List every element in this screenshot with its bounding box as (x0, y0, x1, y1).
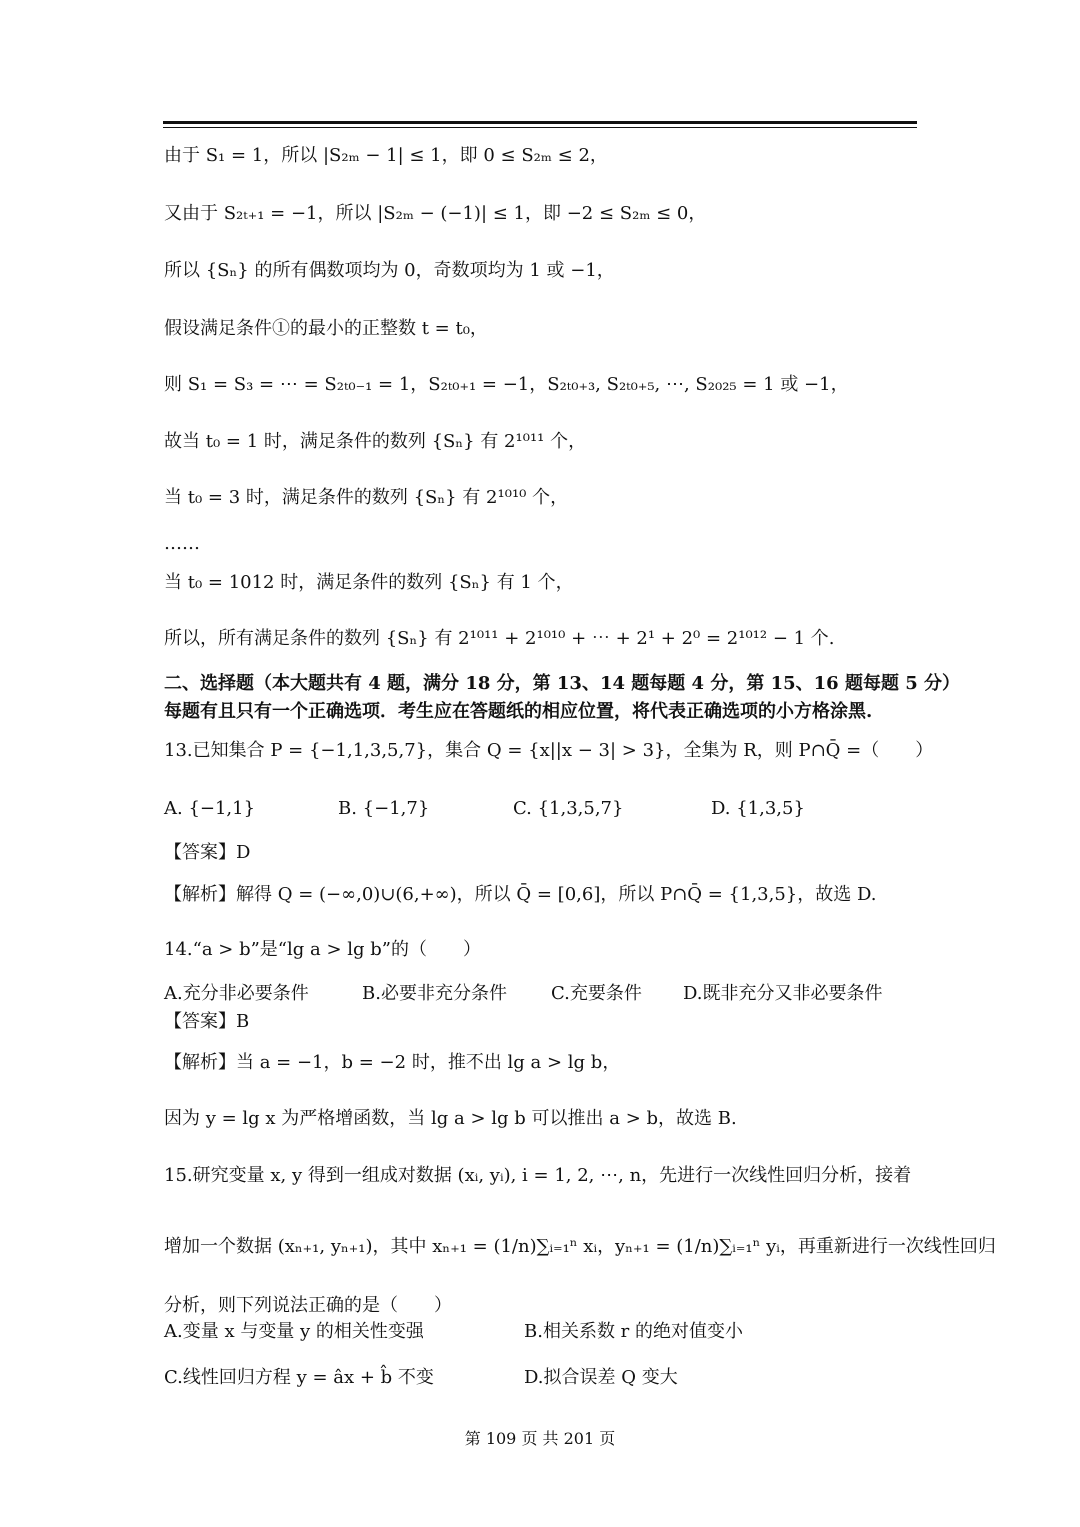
solution-conclusion: 所以，所有满足条件的数列 {Sₙ} 有 2¹⁰¹¹ + 2¹⁰¹⁰ + ⋯ + 2¹ + 2⁰ = 2¹⁰¹² − 1 个. (164, 628, 835, 649)
solution-line-3: 所以 {Sₙ} 的所有偶数项均为 0，奇数项均为 1 或 −1， (164, 260, 615, 281)
section-instruction: 每题有且只有一个正确选项．考生应在答题纸的相应位置，将代表正确选项的小方格涂黑. (164, 701, 873, 722)
solution-line-7: 当 t₀ = 3 时，满足条件的数列 {Sₙ} 有 2¹⁰¹⁰ 个， (164, 487, 569, 508)
question-14-analysis-2: 因为 y = lg x 为严格增函数，当 lg a > lg b 可以推出 a > b，故选 B. (164, 1108, 737, 1129)
solution-line-4: 假设满足条件①的最小的正整数 t = t₀， (164, 318, 488, 339)
q15-option-c: C.线性回归方程 y = âx + b̂ 不变 (164, 1367, 434, 1388)
question-15-stem-2: 增加一个数据 (xₙ₊₁, yₙ₊₁)，其中 xₙ₊₁ = (1/n)∑ᵢ₌₁ⁿ xᵢ，yₙ₊₁ = (1/n)∑ᵢ₌₁ⁿ yᵢ，再重新进行一次线性回归 (164, 1236, 996, 1257)
solution-line-6: 故当 t₀ = 1 时，满足条件的数列 {Sₙ} 有 2¹⁰¹¹ 个， (164, 431, 587, 452)
q13-option-a: A. {−1,1} (164, 798, 256, 819)
q13-option-b: B. {−1,7} (338, 798, 430, 819)
solution-line-1: 由于 S₁ = 1，所以 |S₂ₘ − 1| ≤ 1，即 0 ≤ S₂ₘ ≤ 2， (164, 145, 608, 166)
section-heading: 二、选择题（本大题共有 4 题，满分 18 分，第 13、14 题每题 4 分，第 15、16 题每题 5 分） (164, 673, 961, 694)
question-14-analysis-1: 【解析】当 a = −1，b = −2 时，推不出 lg a > lg b， (164, 1052, 621, 1073)
question-15-stem-1: 15.研究变量 x, y 得到一组成对数据 (xᵢ, yᵢ), i = 1, 2, ⋯, n，先进行一次线性回归分析，接着 (164, 1165, 912, 1186)
q14-option-d: D.既非充分又非必要条件 (683, 983, 883, 1004)
q13-option-c: C. {1,3,5,7} (513, 798, 624, 819)
question-13-analysis: 【解析】解得 Q = (−∞,0)∪(6,+∞)，所以 Q̄ = [0,6]，所以 P∩Q̄ = {1,3,5}，故选 D. (164, 884, 877, 905)
q15-option-b: B.相关系数 r 的绝对值变小 (524, 1321, 743, 1342)
solution-line-9: 当 t₀ = 1012 时，满足条件的数列 {Sₙ} 有 1 个， (164, 572, 574, 593)
q13-option-d: D. {1,3,5} (711, 798, 805, 819)
question-15-stem-3: 分析，则下列说法正确的是（ ） (164, 1295, 452, 1316)
q14-option-b: B.必要非充分条件 (362, 983, 507, 1004)
header-rule-thick (163, 121, 917, 124)
header-rule-thin (163, 127, 917, 128)
q15-option-a: A.变量 x 与变量 y 的相关性变强 (164, 1321, 424, 1342)
q15-option-d: D.拟合误差 Q 变大 (524, 1367, 678, 1388)
question-13-answer: 【答案】D (164, 842, 251, 863)
question-14-stem: 14.“a > b”是“lg a > lg b”的（ ） (164, 939, 481, 960)
ellipsis-line: …… (164, 533, 200, 554)
solution-line-2: 又由于 S₂ₜ₊₁ = −1，所以 |S₂ₘ − (−1)| ≤ 1，即 −2 ≤ S₂ₘ ≤ 0， (164, 203, 707, 224)
q14-option-c: C.充要条件 (551, 983, 642, 1004)
question-13-stem: 13.已知集合 P = {−1,1,3,5,7}，集合 Q = {x||x − 3| > 3}，全集为 R，则 P∩Q̄ =（ ） (164, 740, 934, 761)
page-footer: 第 109 页 共 201 页 (464, 1429, 616, 1448)
question-14-answer: 【答案】B (164, 1011, 250, 1032)
solution-line-5: 则 S₁ = S₃ = ⋯ = S₂ₜ₀₋₁ = 1，S₂ₜ₀₊₁ = −1，S₂ₜ₀₊₃, S₂ₜ₀₊₅, ⋯, S₂₀₂₅ = 1 或 −1， (164, 374, 849, 395)
q14-option-a: A.充分非必要条件 (164, 983, 309, 1004)
